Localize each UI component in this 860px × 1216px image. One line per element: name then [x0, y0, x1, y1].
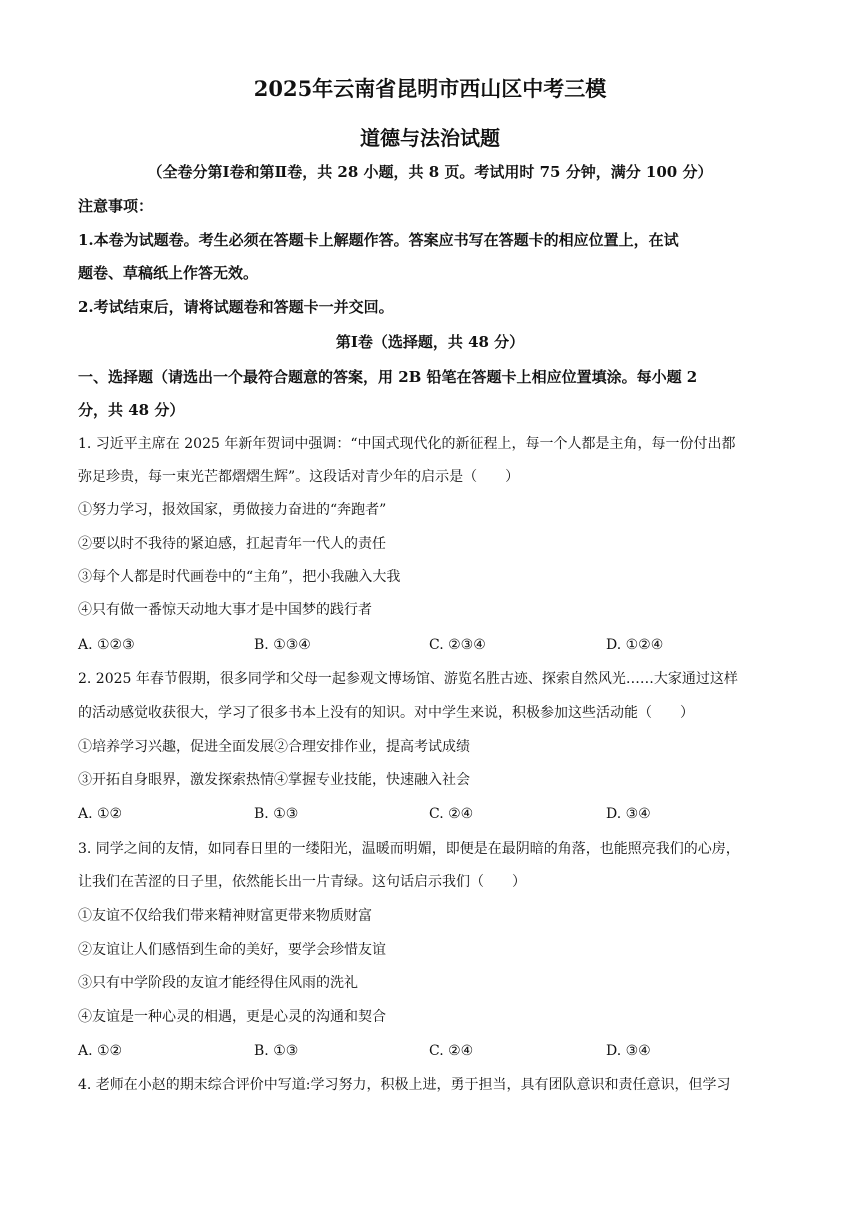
section-instruction-cont: 分，共 48 分） [78, 401, 185, 419]
question-2-stem: 2. 2025 年春节假期，很多同学和父母一起参观文博场馆、游览名胜古迹、探索自然风光……大家通过这样 [78, 671, 738, 687]
option-d: D. ③④ [606, 1043, 651, 1059]
question-1-item-4: ④只有做一番惊天动地大事才是中国梦的践行者 [78, 602, 372, 618]
option-b: B. ①③ [254, 806, 299, 822]
question-3-item-4: ④友谊是一种心灵的相遇，更是心灵的沟通和契合 [78, 1009, 386, 1025]
question-1-stem: 1. 习近平主席在 2025 年新年贺词中强调：“中国式现代化的新征程上，每一个人都是主角，每一份付出都 [78, 436, 736, 452]
question-3-stem: 3. 同学之间的友情，如同春日里的一缕阳光，温暖而明媚，即便是在最阴暗的角落，也能照亮我们的心房， [78, 841, 740, 857]
question-3-stem-cont: 让我们在苦涩的日子里，依然能长出一片青绿。这句话启示我们（ ） [78, 874, 526, 890]
option-d: D. ①②④ [606, 637, 664, 653]
exam-title: 2025年云南省昆明市西山区中考三模 [253, 76, 607, 101]
subject-title: 道德与法治试题 [360, 126, 500, 150]
option-a: A. ①② [78, 806, 123, 822]
question-3-item-3: ③只有中学阶段的友谊才能经得住风雨的洗礼 [78, 975, 358, 991]
option-c: C. ②④ [429, 806, 474, 822]
option-c: C. ②③④ [429, 637, 486, 653]
option-a: A. ①② [78, 1043, 123, 1059]
question-4-stem: 4. 老师在小赵的期末综合评价中写道:学习努力，积极上进，勇于担当，具有团队意识和责任意识，但学习 [78, 1077, 731, 1093]
exam-info: （全卷分第Ⅰ卷和第Ⅱ卷，共 28 小题，共 8 页。考试用时 75 分钟，满分 100 分） [147, 163, 713, 181]
question-1-item-3: ③每个人都是时代画卷中的“主角”，把小我融入大我 [78, 569, 401, 585]
question-2-item-2: ③开拓自身眼界，激发探索热情④掌握专业技能，快速融入社会 [78, 772, 470, 788]
question-2-item-1: ①培养学习兴趣，促进全面发展②合理安排作业，提高考试成绩 [78, 739, 470, 755]
option-d: D. ③④ [606, 806, 651, 822]
question-1-item-1: ①努力学习，报效国家，勇做接力奋进的“奔跑者” [78, 502, 387, 518]
notice-item-2: 2.考试结束后，请将试题卷和答题卡一并交回。 [78, 298, 394, 316]
question-1-item-2: ②要以时不我待的紧迫感，扛起青年一代人的责任 [78, 536, 386, 552]
question-3-item-2: ②友谊让人们感悟到生命的美好，要学会珍惜友谊 [78, 942, 386, 958]
notice-heading: 注意事项： [78, 197, 154, 215]
notice-item-1: 1.本卷为试题卷。考生必须在答题卡上解题作答。答案应书写在答题卡的相应位置上，在试 [78, 231, 679, 249]
option-b: B. ①③ [254, 1043, 299, 1059]
notice-item-1-cont: 题卷、草稿纸上作答无效。 [78, 264, 259, 282]
question-3-item-1: ①友谊不仅给我们带来精神财富更带来物质财富 [78, 908, 372, 924]
question-2-stem-cont: 的活动感觉收获很大，学习了很多书本上没有的知识。对中学生来说，积极参加这些活动能（ ） [78, 705, 694, 721]
question-1-stem-cont: 弥足珍贵，每一束光芒都熠熠生辉”。这段话对青少年的启示是（ ） [78, 469, 520, 485]
part-title: 第Ⅰ卷（选择题，共 48 分） [335, 333, 525, 351]
section-instruction: 一、选择题（请选出一个最符合题意的答案，用 2B 铅笔在答题卡上相应位置填涂。每小题 2 [78, 368, 698, 386]
option-c: C. ②④ [429, 1043, 474, 1059]
option-a: A. ①②③ [78, 637, 135, 653]
option-b: B. ①③④ [254, 637, 311, 653]
